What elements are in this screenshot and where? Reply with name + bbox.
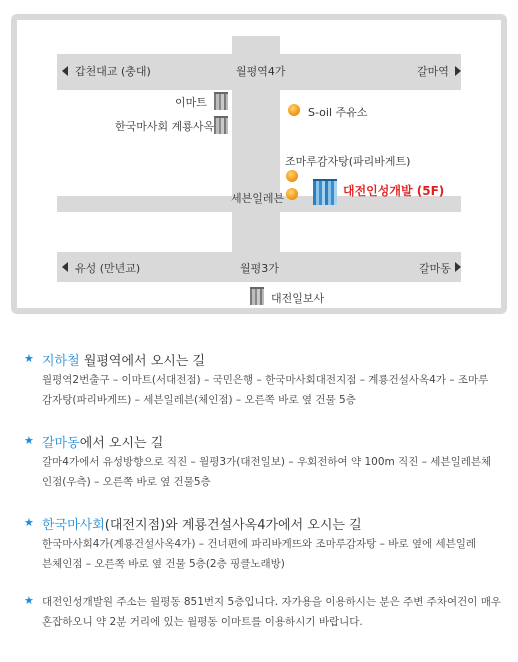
bottom-right-label: 갈마동	[419, 262, 451, 275]
direction-line: 감자탕(파리바게뜨) – 세븐일레븐(체인점) – 오른쪽 바로 옆 건물 5층	[42, 394, 356, 406]
note-line: 대전인성개발원 주소는 월평동 851번지 5층입니다. 자가용을 이용하시는 분은 주변 주차여건이 매우	[42, 596, 502, 608]
bottom-center-label: 월평3가	[240, 262, 279, 275]
direction-kra	[24, 514, 504, 584]
direction-note	[24, 592, 504, 642]
direction-line: 갈마4가에서 유성방향으로 직진 – 월평3가(대전일보) – 우회전하여 약 100m 직진 – 세븐일레븐체	[42, 456, 492, 468]
left-arrow-icon	[62, 262, 68, 272]
star-icon: ★	[24, 434, 34, 447]
direction-line: 븐체인점 – 오른쪽 바로 옆 건물 5층(2층 핑클노래방)	[42, 558, 285, 570]
soil-marker-icon	[288, 104, 300, 116]
top-center-label: 월평역4가	[236, 65, 286, 78]
bottom-left-label: 유성 (만년교)	[75, 262, 141, 275]
top-right-label: 갈마역	[417, 65, 449, 78]
daejeon-ilbo-label: 대전일보사	[271, 292, 325, 305]
star-icon: ★	[24, 352, 34, 365]
direction-line: 월평역2번출구 – 이마트(서대전점) – 국민은행 – 한국마사회대전지점 – 계룡건설사옥4가 – 조마루	[42, 374, 489, 386]
left-arrow-icon	[62, 66, 68, 76]
direction-heading: 지하철 월평역에서 오시는 길	[42, 354, 206, 369]
direction-line: 인점(우측) – 오른쪽 바로 옆 건물5층	[42, 476, 211, 488]
emart-building-icon	[214, 92, 228, 110]
paris-marker-icon	[286, 170, 298, 182]
note-line: 혼잡하오니 약 2분 거리에 있는 월평동 이마트를 이용하시기 바랍니다.	[42, 616, 363, 628]
star-icon: ★	[24, 594, 34, 607]
map-frame	[11, 14, 507, 314]
paris-label: 조마루감자탕(파리바게트)	[285, 155, 411, 168]
star-icon: ★	[24, 516, 34, 529]
soil-label: S-oil 주유소	[308, 106, 368, 119]
target-label: 대전인성개발 (5F)	[343, 184, 445, 198]
kra-building-icon	[214, 116, 228, 134]
map	[17, 20, 501, 308]
kra-label: 한국마사회 계룡사옥	[115, 120, 215, 133]
direction-line: 한국마사회4가(계룡건설사옥4가) – 건너편에 파리바게뜨와 조마루감자탕 – 바로 옆에 세븐일레	[42, 538, 477, 550]
right-arrow-icon	[455, 66, 461, 76]
seven-label: 세븐일레븐	[231, 192, 285, 205]
direction-heading: 갈마동에서 오시는 길	[42, 436, 164, 451]
emart-label: 이마트	[175, 96, 207, 109]
top-left-label: 갑천대교 (충대)	[75, 65, 151, 78]
daejeon-ilbo-building-icon	[250, 287, 264, 305]
direction-galmadong	[24, 432, 504, 502]
right-arrow-icon	[455, 262, 461, 272]
direction-subway	[24, 350, 504, 420]
seven-marker-icon	[286, 188, 298, 200]
direction-heading: 한국마사회(대전지점)와 계룡건설사옥4가에서 오시는 길	[42, 518, 362, 533]
target-building-icon	[313, 179, 337, 205]
